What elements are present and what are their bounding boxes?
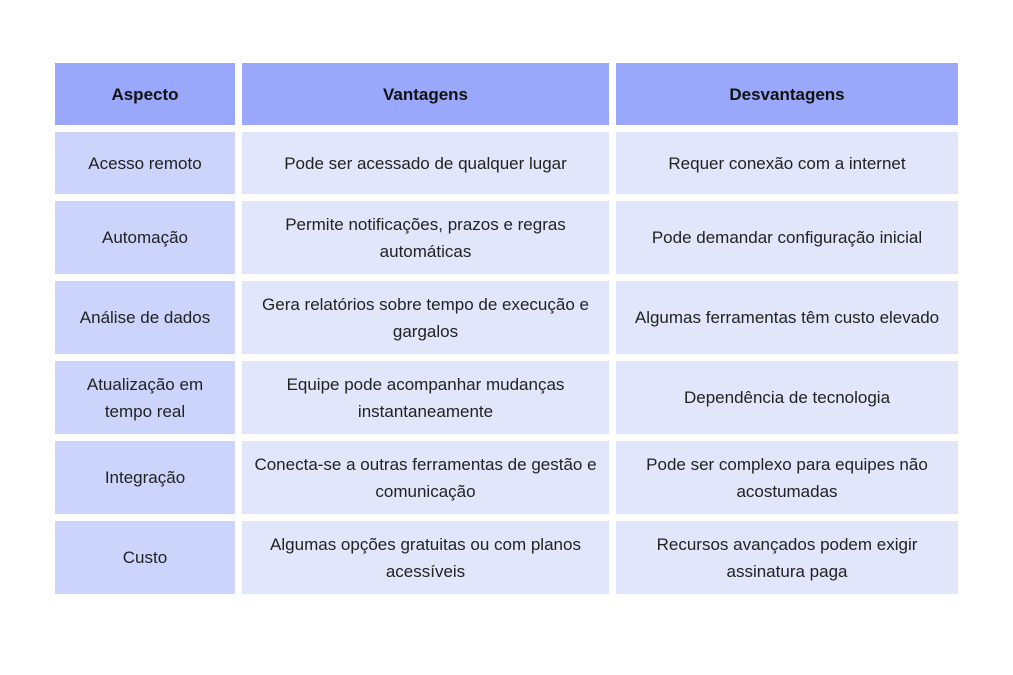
row-advantage: Pode ser acessado de qualquer lugar (242, 132, 609, 194)
row-aspect: Automação (55, 201, 235, 274)
row-disadvantage: Recursos avançados podem exigir assinatura paga (616, 521, 958, 594)
row-advantage: Equipe pode acompanhar mudanças instantaneamente (242, 361, 609, 434)
row-disadvantage: Pode demandar configuração inicial (616, 201, 958, 274)
row-advantage: Conecta-se a outras ferramentas de gestão e comunicação (242, 441, 609, 514)
row-aspect: Custo (55, 521, 235, 594)
row-advantage: Gera relatórios sobre tempo de execução e gargalos (242, 281, 609, 354)
header-desvantagens: Desvantagens (616, 63, 958, 125)
row-aspect: Atualização em tempo real (55, 361, 235, 434)
row-aspect: Integração (55, 441, 235, 514)
row-disadvantage: Dependência de tecnologia (616, 361, 958, 434)
row-aspect: Análise de dados (55, 281, 235, 354)
row-advantage: Permite notificações, prazos e regras automáticas (242, 201, 609, 274)
row-disadvantage: Requer conexão com a internet (616, 132, 958, 194)
row-disadvantage: Algumas ferramentas têm custo elevado (616, 281, 958, 354)
row-advantage: Algumas opções gratuitas ou com planos acessíveis (242, 521, 609, 594)
header-vantagens: Vantagens (242, 63, 609, 125)
header-aspecto: Aspecto (55, 63, 235, 125)
row-disadvantage: Pode ser complexo para equipes não acostumadas (616, 441, 958, 514)
row-aspect: Acesso remoto (55, 132, 235, 194)
comparison-table (55, 63, 958, 594)
